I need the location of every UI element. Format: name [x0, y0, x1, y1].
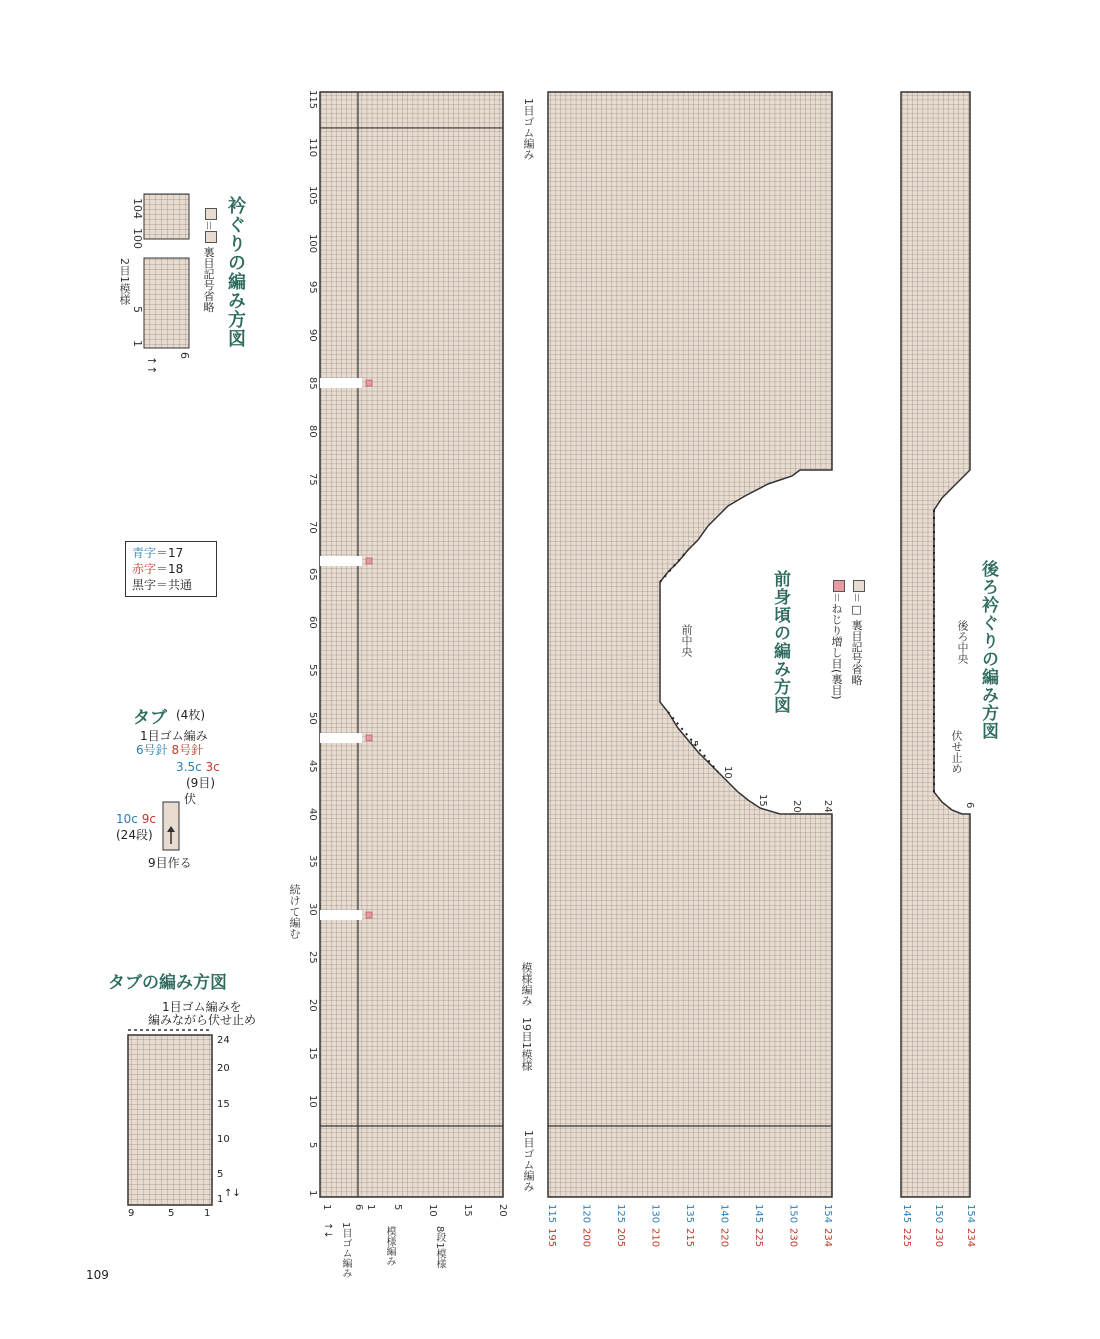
front-dec-20: 20 [791, 800, 802, 813]
front-bottom-col-blue: 154 [822, 1204, 833, 1224]
front-left-col-15: 15 [462, 1204, 473, 1217]
collar-chart [144, 194, 189, 348]
back-center-label: 後ろ中央 [956, 620, 969, 664]
collar-row-100: 100 [131, 228, 144, 249]
front-row-label: 30 [307, 903, 318, 916]
front-row-label: 100 [307, 233, 318, 253]
front-row-label: 20 [307, 998, 318, 1012]
front-bottom-col-blue: 140 [718, 1204, 730, 1224]
tab-chart-col-9: 9 [128, 1208, 135, 1219]
front-row-label: 5 [307, 1142, 318, 1149]
tab-chart-arrows: ↑↓ [224, 1188, 241, 1199]
front-left-col-5: 5 [392, 1204, 403, 1211]
front-row-label: 15 [307, 1046, 318, 1060]
front-center-label: 前中央 [680, 624, 693, 657]
front-row-label: 115 [307, 90, 318, 110]
collar-repeat-label: 2目1模様 [118, 258, 131, 305]
tab-chart [128, 1030, 212, 1205]
collar-row-1: 1 [131, 340, 144, 347]
front-bottom-col-red: 225 [753, 1228, 764, 1248]
front-bottom-col-blue: 115 [546, 1204, 557, 1224]
front-bottom-col-red: 195 [546, 1228, 557, 1248]
front-row-label: 70 [307, 520, 318, 534]
purl-mark-icon [205, 231, 217, 243]
front-bottom-col-blue: 120 [580, 1204, 592, 1224]
tab-count: (4枚) [176, 708, 205, 722]
front-title: 前身頃の編み方図 [770, 570, 790, 714]
tab-title: タブ [133, 708, 167, 728]
front-row-label: 10 [307, 1094, 318, 1108]
twisted-increase-icon [833, 580, 845, 592]
front-left-rib-note: 1目ゴム編み [340, 1222, 351, 1279]
color-key: 青字＝17 赤字＝18 黒字＝共通 [125, 541, 217, 597]
front-row-label: 40 [307, 807, 318, 821]
front-continue-label: 続けて編む [288, 884, 301, 939]
front-bottom-col-red: 234 [822, 1228, 833, 1248]
back-edge-label: 6 [964, 802, 975, 809]
front-dec-24: 24 [822, 800, 833, 813]
front-left-strip [320, 92, 503, 1197]
front-row-label: 55 [307, 664, 318, 677]
front-left-col-20: 20 [497, 1204, 508, 1217]
tab-chart-row-1: 1 [217, 1194, 224, 1205]
tab-sketch [163, 802, 179, 850]
tab-chart-row-15: 15 [217, 1099, 230, 1110]
front-row-label: 110 [307, 137, 318, 157]
front-left-col-10: 10 [427, 1204, 438, 1217]
collar-row-104: 104 [131, 198, 144, 219]
front-legend-1: ＝□ 裏目記号省略 [848, 580, 865, 686]
front-row-label: 35 [307, 855, 318, 869]
tab-height: 10c 9c [116, 812, 156, 826]
tab-chart-row-24: 24 [217, 1035, 230, 1046]
front-bottom-col-blue: 135 [684, 1204, 695, 1224]
front-pattern-label: 模様編み 19目1模様 [520, 962, 533, 1071]
tab-bind-off: 伏 [184, 792, 197, 806]
purl-symbol-icon [205, 208, 217, 220]
front-row-label: 25 [307, 951, 318, 964]
front-bottom-col-blue: 150 [787, 1204, 799, 1224]
purl-symbol-icon [853, 580, 865, 592]
front-left-pattern-note: 模様編み [384, 1226, 395, 1266]
front-bottom-col-red: 210 [649, 1228, 661, 1248]
front-row-label: 75 [307, 472, 318, 486]
front-bottom-col-red: 230 [787, 1228, 799, 1248]
front-top-rib-label: 1目ゴム編み [522, 98, 535, 160]
back-bottom-col-blue: 150 [933, 1204, 944, 1224]
tab-chart-row-10: 10 [217, 1134, 230, 1145]
collar-arrows: ↑↑ [145, 356, 158, 375]
front-row-label: 90 [307, 329, 318, 342]
front-row-label: 1 [307, 1190, 318, 1197]
front-bottom-col-red: 205 [615, 1228, 626, 1248]
back-bottom-col-blue: 145 [901, 1204, 912, 1224]
front-bottom-col-blue: 125 [615, 1204, 626, 1224]
tab-chart-row-5: 5 [217, 1169, 224, 1180]
front-row-label: 105 [307, 185, 318, 205]
page-number: 109 [86, 1268, 109, 1282]
tab-height-rows: (24段) [116, 828, 153, 842]
front-dec-5: 5 [688, 740, 699, 747]
front-bottom-col-blue: 145 [753, 1204, 764, 1224]
collar-legend: ＝ 裏目記号省略 [200, 208, 217, 313]
front-bottom-rib-label: 1目ゴム編み [522, 1130, 535, 1192]
front-left-col-6: 6 [353, 1204, 364, 1211]
front-row-label: 50 [307, 711, 318, 725]
front-left-col-1b: 1 [365, 1204, 376, 1211]
tab-width-stitches: (9目) [186, 776, 215, 790]
front-row-label: 65 [307, 568, 318, 582]
back-bottom-col-blue: 154 [965, 1204, 976, 1224]
front-row-label: 45 [307, 759, 318, 773]
back-bottom-col-red: 225 [901, 1228, 912, 1248]
back-bottom-col-red: 230 [933, 1228, 944, 1248]
front-dec-10: 10 [722, 766, 733, 779]
front-row-label: 95 [307, 281, 318, 295]
front-bottom-col-red: 215 [684, 1228, 695, 1248]
tab-chart-note-1: 1目ゴム編みを [162, 1000, 242, 1014]
tab-chart-note-2: 編みながら伏せ止め [148, 1013, 257, 1027]
front-bottom-col-red: 200 [580, 1228, 592, 1248]
collar-row-5: 5 [131, 306, 144, 313]
front-left-col-1a: 1 [321, 1204, 332, 1211]
collar-col-6: 6 [178, 352, 191, 359]
tab-chart-col-1: 1 [204, 1208, 211, 1219]
tab-cast-on: 9目作る [148, 856, 192, 870]
tab-needles: 6号針 8号針 [136, 743, 204, 757]
front-left-arrows: ↑↓ [322, 1222, 333, 1239]
tab-chart-col-5: 5 [168, 1208, 175, 1219]
front-dec-15: 15 [757, 794, 768, 807]
tab-chart-row-20: 20 [217, 1063, 230, 1074]
tab-width: 3.5c 3c [176, 760, 220, 774]
back-bottom-col-red: 234 [965, 1228, 976, 1248]
tab-chart-title: タブの編み方図 [108, 973, 227, 993]
front-left-repeat-note: 8段1模様 [434, 1226, 445, 1269]
front-bottom-col-red: 220 [718, 1228, 730, 1248]
tab-pattern: 1目ゴム編み [140, 729, 208, 743]
front-row-label: 80 [307, 424, 318, 438]
front-row-label: 60 [307, 616, 318, 629]
back-bind-off-label: 伏せ止め [950, 730, 963, 774]
collar-title: 衿ぐりの編み方図 [225, 196, 246, 348]
front-legend-2: ＝ねじり増し目(裏目) [828, 580, 845, 700]
back-title: 後ろ衿ぐりの編み方図 [978, 560, 998, 740]
front-row-label: 85 [307, 377, 318, 390]
front-bottom-col-blue: 130 [649, 1204, 661, 1224]
